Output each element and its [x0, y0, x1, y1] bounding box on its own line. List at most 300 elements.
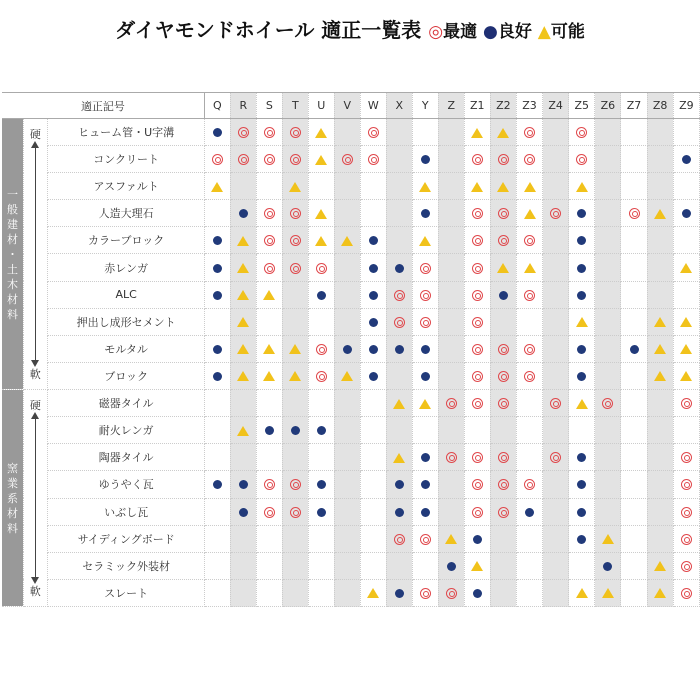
- code-header-z5: Z5: [569, 93, 595, 119]
- mark-cell-z8: [647, 417, 673, 444]
- triangle-icon: [237, 317, 249, 327]
- double-circle-icon: [264, 507, 275, 518]
- legend-ok-symbol: ▲: [537, 22, 551, 42]
- mark-cell-z7: [621, 552, 647, 579]
- arrow-down-icon: [31, 577, 39, 584]
- mark-cell-z2: [490, 173, 516, 200]
- mark-cell-z9: [673, 390, 699, 417]
- filled-circle-icon: [630, 345, 639, 354]
- mark-cell-z4: [543, 227, 569, 254]
- mark-cell-v: [334, 362, 360, 389]
- mark-cell-u: [308, 417, 334, 444]
- filled-circle-icon: [213, 264, 222, 273]
- filled-circle-icon: [421, 155, 430, 164]
- hardness-hard-label: 硬: [29, 128, 41, 141]
- double-circle-icon: [472, 317, 483, 328]
- double-circle-icon: [524, 344, 535, 355]
- mark-cell-z: [438, 552, 464, 579]
- mark-cell-z4: [543, 552, 569, 579]
- mark-cell-z2: [490, 444, 516, 471]
- mark-cell-z8: [647, 390, 673, 417]
- mark-cell-v: [334, 146, 360, 173]
- mark-cell-z1: [464, 308, 490, 335]
- mark-cell-s: [256, 417, 282, 444]
- mark-cell-w: [360, 254, 386, 281]
- triangle-icon: [263, 344, 275, 354]
- table-row: [2, 119, 700, 146]
- mark-cell-z4: [543, 308, 569, 335]
- mark-cell-z6: [595, 525, 621, 552]
- mark-cell-s: [256, 335, 282, 362]
- double-circle-icon: [290, 507, 301, 518]
- mark-cell-z9: [673, 227, 699, 254]
- double-circle-icon: [290, 127, 301, 138]
- mark-cell-u: [308, 254, 334, 281]
- mark-cell-z5: [569, 281, 595, 308]
- mark-cell-t: [282, 417, 308, 444]
- double-circle-icon: [576, 127, 587, 138]
- arrow-up-icon: [31, 412, 39, 419]
- mark-cell-z8: [647, 471, 673, 498]
- triangle-icon: [367, 588, 379, 598]
- filled-circle-icon: [395, 480, 404, 489]
- double-circle-icon: [472, 479, 483, 490]
- triangle-icon: [289, 182, 301, 192]
- double-circle-icon: [524, 235, 535, 246]
- mark-cell-r: [230, 281, 256, 308]
- mark-cell-u: [308, 525, 334, 552]
- filled-circle-icon: [577, 236, 586, 245]
- filled-circle-icon: [421, 209, 430, 218]
- mark-cell-z8: [647, 281, 673, 308]
- table-row: [2, 173, 700, 200]
- material-name: サイディングボード: [48, 525, 204, 552]
- mark-cell-z6: [595, 390, 621, 417]
- mark-cell-t: [282, 471, 308, 498]
- filled-circle-icon: [577, 372, 586, 381]
- mark-cell-z6: [595, 173, 621, 200]
- double-circle-icon: [472, 290, 483, 301]
- mark-cell-v: [334, 417, 360, 444]
- mark-cell-w: [360, 200, 386, 227]
- category-char: 料: [6, 307, 18, 321]
- triangle-icon: [419, 182, 431, 192]
- mark-cell-z2: [490, 281, 516, 308]
- mark-cell-z3: [516, 200, 542, 227]
- category-char: 材: [6, 232, 18, 246]
- mark-cell-x: [386, 362, 412, 389]
- mark-cell-r: [230, 417, 256, 444]
- material-name: いぶし瓦: [48, 498, 204, 525]
- mark-cell-x: [386, 173, 412, 200]
- double-circle-icon: [472, 344, 483, 355]
- filled-circle-icon: [421, 480, 430, 489]
- mark-cell-z3: [516, 498, 542, 525]
- mark-cell-z8: [647, 200, 673, 227]
- hardness-scale: [23, 119, 48, 390]
- table-row: [2, 417, 700, 444]
- double-circle-icon: [681, 534, 692, 545]
- double-circle-icon: [420, 263, 431, 274]
- double-circle-icon: [446, 452, 457, 463]
- mark-cell-s: [256, 390, 282, 417]
- triangle-icon: [315, 209, 327, 219]
- mark-cell-z: [438, 173, 464, 200]
- mark-cell-x: [386, 200, 412, 227]
- mark-cell-z: [438, 498, 464, 525]
- header-label: 適正記号: [2, 93, 204, 119]
- filled-circle-icon: [317, 426, 326, 435]
- filled-circle-icon: [239, 508, 248, 517]
- double-circle-icon: [420, 588, 431, 599]
- table-row: [2, 281, 700, 308]
- material-name: アスファルト: [48, 173, 204, 200]
- mark-cell-w: [360, 146, 386, 173]
- table-row: [2, 146, 700, 173]
- mark-cell-y: [412, 254, 438, 281]
- double-circle-icon: [290, 235, 301, 246]
- triangle-icon: [237, 263, 249, 273]
- mark-cell-z: [438, 281, 464, 308]
- mark-cell-v: [334, 444, 360, 471]
- table-row: [2, 200, 700, 227]
- mark-cell-z7: [621, 498, 647, 525]
- mark-cell-z1: [464, 254, 490, 281]
- mark-cell-z4: [543, 471, 569, 498]
- mark-cell-z5: [569, 335, 595, 362]
- mark-cell-z2: [490, 362, 516, 389]
- mark-cell-u: [308, 579, 334, 606]
- mark-cell-w: [360, 335, 386, 362]
- category-label: [2, 390, 23, 607]
- double-circle-icon: [550, 398, 561, 409]
- mark-cell-y: [412, 362, 438, 389]
- mark-cell-z5: [569, 308, 595, 335]
- mark-cell-y: [412, 227, 438, 254]
- mark-cell-z9: [673, 254, 699, 281]
- mark-cell-z5: [569, 146, 595, 173]
- double-circle-icon: [681, 452, 692, 463]
- mark-cell-x: [386, 146, 412, 173]
- mark-cell-z7: [621, 146, 647, 173]
- mark-cell-z1: [464, 119, 490, 146]
- filled-circle-icon: [265, 426, 274, 435]
- mark-cell-v: [334, 254, 360, 281]
- triangle-icon: [315, 128, 327, 138]
- mark-cell-z3: [516, 119, 542, 146]
- triangle-icon: [289, 344, 301, 354]
- filled-circle-icon: [369, 291, 378, 300]
- mark-cell-w: [360, 552, 386, 579]
- double-circle-icon: [524, 479, 535, 490]
- mark-cell-z3: [516, 444, 542, 471]
- mark-cell-z6: [595, 146, 621, 173]
- table-row: [2, 308, 700, 335]
- mark-cell-z1: [464, 444, 490, 471]
- mark-cell-z4: [543, 525, 569, 552]
- mark-cell-u: [308, 390, 334, 417]
- material-name: ヒューム管・U字溝: [48, 119, 204, 146]
- mark-cell-z8: [647, 525, 673, 552]
- triangle-icon: [393, 453, 405, 463]
- triangle-icon: [237, 236, 249, 246]
- mark-cell-w: [360, 471, 386, 498]
- mark-cell-v: [334, 227, 360, 254]
- double-circle-icon: [498, 344, 509, 355]
- mark-cell-r: [230, 390, 256, 417]
- mark-cell-z1: [464, 335, 490, 362]
- triangle-icon: [341, 371, 353, 381]
- mark-cell-z2: [490, 254, 516, 281]
- triangle-icon: [237, 371, 249, 381]
- mark-cell-z3: [516, 335, 542, 362]
- mark-cell-z: [438, 471, 464, 498]
- legend: [428, 22, 585, 42]
- mark-cell-u: [308, 498, 334, 525]
- mark-cell-z5: [569, 227, 595, 254]
- filled-circle-icon: [577, 209, 586, 218]
- double-circle-icon: [316, 344, 327, 355]
- mark-cell-y: [412, 525, 438, 552]
- mark-cell-z3: [516, 281, 542, 308]
- code-header-s: S: [256, 93, 282, 119]
- filled-circle-icon: [213, 291, 222, 300]
- mark-cell-y: [412, 552, 438, 579]
- material-name: 陶器タイル: [48, 444, 204, 471]
- filled-circle-icon: [213, 372, 222, 381]
- mark-cell-x: [386, 119, 412, 146]
- category-char: 材: [6, 292, 18, 306]
- category-char: 建: [6, 217, 18, 231]
- mark-cell-z4: [543, 173, 569, 200]
- mark-cell-u: [308, 173, 334, 200]
- mark-cell-z9: [673, 552, 699, 579]
- mark-cell-z1: [464, 498, 490, 525]
- legend-best-label: 最適: [443, 22, 478, 42]
- mark-cell-z9: [673, 471, 699, 498]
- mark-cell-v: [334, 335, 360, 362]
- material-name: カラーブロック: [48, 227, 204, 254]
- filled-circle-icon: [369, 236, 378, 245]
- mark-cell-q: [204, 525, 230, 552]
- filled-circle-icon: [369, 264, 378, 273]
- code-header-t: T: [282, 93, 308, 119]
- mark-cell-r: [230, 362, 256, 389]
- double-circle-icon: [498, 154, 509, 165]
- mark-cell-z3: [516, 471, 542, 498]
- mark-cell-z7: [621, 579, 647, 606]
- double-circle-icon: [264, 235, 275, 246]
- table-row: [2, 227, 700, 254]
- mark-cell-z2: [490, 308, 516, 335]
- mark-cell-z8: [647, 254, 673, 281]
- mark-cell-z7: [621, 525, 647, 552]
- page-title: [0, 14, 700, 43]
- filled-circle-icon: [447, 562, 456, 571]
- mark-cell-u: [308, 200, 334, 227]
- mark-cell-z3: [516, 227, 542, 254]
- mark-cell-z8: [647, 146, 673, 173]
- mark-cell-z8: [647, 444, 673, 471]
- mark-cell-z2: [490, 498, 516, 525]
- mark-cell-z4: [543, 498, 569, 525]
- mark-cell-z3: [516, 417, 542, 444]
- mark-cell-w: [360, 525, 386, 552]
- triangle-icon: [654, 371, 666, 381]
- mark-cell-z6: [595, 498, 621, 525]
- mark-cell-r: [230, 525, 256, 552]
- mark-cell-z8: [647, 362, 673, 389]
- double-circle-icon: [498, 398, 509, 409]
- mark-cell-w: [360, 281, 386, 308]
- mark-cell-z1: [464, 390, 490, 417]
- material-name: 押出し成形セメント: [48, 308, 204, 335]
- filled-circle-icon: [395, 589, 404, 598]
- double-circle-icon: [420, 317, 431, 328]
- mark-cell-w: [360, 119, 386, 146]
- mark-cell-z4: [543, 417, 569, 444]
- mark-cell-z4: [543, 579, 569, 606]
- double-circle-icon: [394, 290, 405, 301]
- mark-cell-z9: [673, 362, 699, 389]
- filled-circle-icon: [369, 345, 378, 354]
- mark-cell-z7: [621, 335, 647, 362]
- table-row: [2, 579, 700, 606]
- double-circle-icon: [524, 127, 535, 138]
- double-circle-icon: [394, 317, 405, 328]
- double-circle-icon: [472, 398, 483, 409]
- filled-circle-icon: [499, 291, 508, 300]
- mark-cell-s: [256, 552, 282, 579]
- mark-cell-y: [412, 119, 438, 146]
- mark-cell-z7: [621, 173, 647, 200]
- mark-cell-z5: [569, 498, 595, 525]
- double-circle-icon: [629, 208, 640, 219]
- double-circle-icon: [446, 588, 457, 599]
- legend-good-symbol: ●: [483, 22, 498, 42]
- mark-cell-t: [282, 362, 308, 389]
- mark-cell-r: [230, 552, 256, 579]
- code-header-u: U: [308, 93, 334, 119]
- mark-cell-z3: [516, 362, 542, 389]
- mark-cell-w: [360, 417, 386, 444]
- triangle-icon: [654, 561, 666, 571]
- mark-cell-z2: [490, 552, 516, 579]
- mark-cell-x: [386, 390, 412, 417]
- double-circle-icon: [316, 263, 327, 274]
- mark-cell-z7: [621, 471, 647, 498]
- header-row: [2, 93, 700, 119]
- filled-circle-icon: [577, 453, 586, 462]
- mark-cell-z9: [673, 173, 699, 200]
- filled-circle-icon: [525, 508, 534, 517]
- mark-cell-v: [334, 525, 360, 552]
- filled-circle-icon: [577, 535, 586, 544]
- mark-cell-x: [386, 498, 412, 525]
- table-row: [2, 390, 700, 417]
- mark-cell-z8: [647, 579, 673, 606]
- mark-cell-x: [386, 525, 412, 552]
- mark-cell-s: [256, 254, 282, 281]
- material-name: 赤レンガ: [48, 254, 204, 281]
- filled-circle-icon: [682, 209, 691, 218]
- triangle-icon: [497, 182, 509, 192]
- mark-cell-y: [412, 498, 438, 525]
- filled-circle-icon: [577, 508, 586, 517]
- mark-cell-z5: [569, 471, 595, 498]
- triangle-icon: [393, 399, 405, 409]
- mark-cell-s: [256, 200, 282, 227]
- triangle-icon: [237, 344, 249, 354]
- mark-cell-v: [334, 308, 360, 335]
- code-header-z2: Z2: [490, 93, 516, 119]
- mark-cell-t: [282, 390, 308, 417]
- mark-cell-z1: [464, 281, 490, 308]
- mark-cell-z7: [621, 390, 647, 417]
- mark-cell-r: [230, 471, 256, 498]
- double-circle-icon: [446, 398, 457, 409]
- mark-cell-z9: [673, 281, 699, 308]
- triangle-icon: [654, 588, 666, 598]
- mark-cell-s: [256, 579, 282, 606]
- filled-circle-icon: [421, 508, 430, 517]
- triangle-icon: [654, 344, 666, 354]
- filled-circle-icon: [317, 291, 326, 300]
- mark-cell-z4: [543, 444, 569, 471]
- table-row: [2, 525, 700, 552]
- mark-cell-u: [308, 146, 334, 173]
- mark-cell-s: [256, 146, 282, 173]
- mark-cell-z9: [673, 498, 699, 525]
- double-circle-icon: [238, 154, 249, 165]
- mark-cell-q: [204, 227, 230, 254]
- triangle-icon: [576, 588, 588, 598]
- mark-cell-z6: [595, 119, 621, 146]
- mark-cell-z7: [621, 227, 647, 254]
- mark-cell-z5: [569, 417, 595, 444]
- table-row: [2, 335, 700, 362]
- triangle-icon: [419, 236, 431, 246]
- mark-cell-z6: [595, 335, 621, 362]
- filled-circle-icon: [213, 128, 222, 137]
- code-header-z9: Z9: [673, 93, 699, 119]
- mark-cell-z: [438, 200, 464, 227]
- double-circle-icon: [472, 208, 483, 219]
- category-char: ・: [6, 247, 18, 261]
- mark-cell-r: [230, 227, 256, 254]
- mark-cell-z9: [673, 525, 699, 552]
- mark-cell-q: [204, 119, 230, 146]
- mark-cell-x: [386, 335, 412, 362]
- triangle-icon: [445, 534, 457, 544]
- mark-cell-q: [204, 552, 230, 579]
- material-name: ブロック: [48, 362, 204, 389]
- mark-cell-z4: [543, 335, 569, 362]
- mark-cell-y: [412, 146, 438, 173]
- mark-cell-u: [308, 227, 334, 254]
- mark-cell-z6: [595, 227, 621, 254]
- mark-cell-z3: [516, 308, 542, 335]
- mark-cell-s: [256, 525, 282, 552]
- filled-circle-icon: [317, 508, 326, 517]
- mark-cell-s: [256, 281, 282, 308]
- mark-cell-v: [334, 471, 360, 498]
- triangle-icon: [289, 371, 301, 381]
- mark-cell-z7: [621, 308, 647, 335]
- double-circle-icon: [498, 507, 509, 518]
- triangle-icon: [680, 344, 692, 354]
- triangle-icon: [654, 209, 666, 219]
